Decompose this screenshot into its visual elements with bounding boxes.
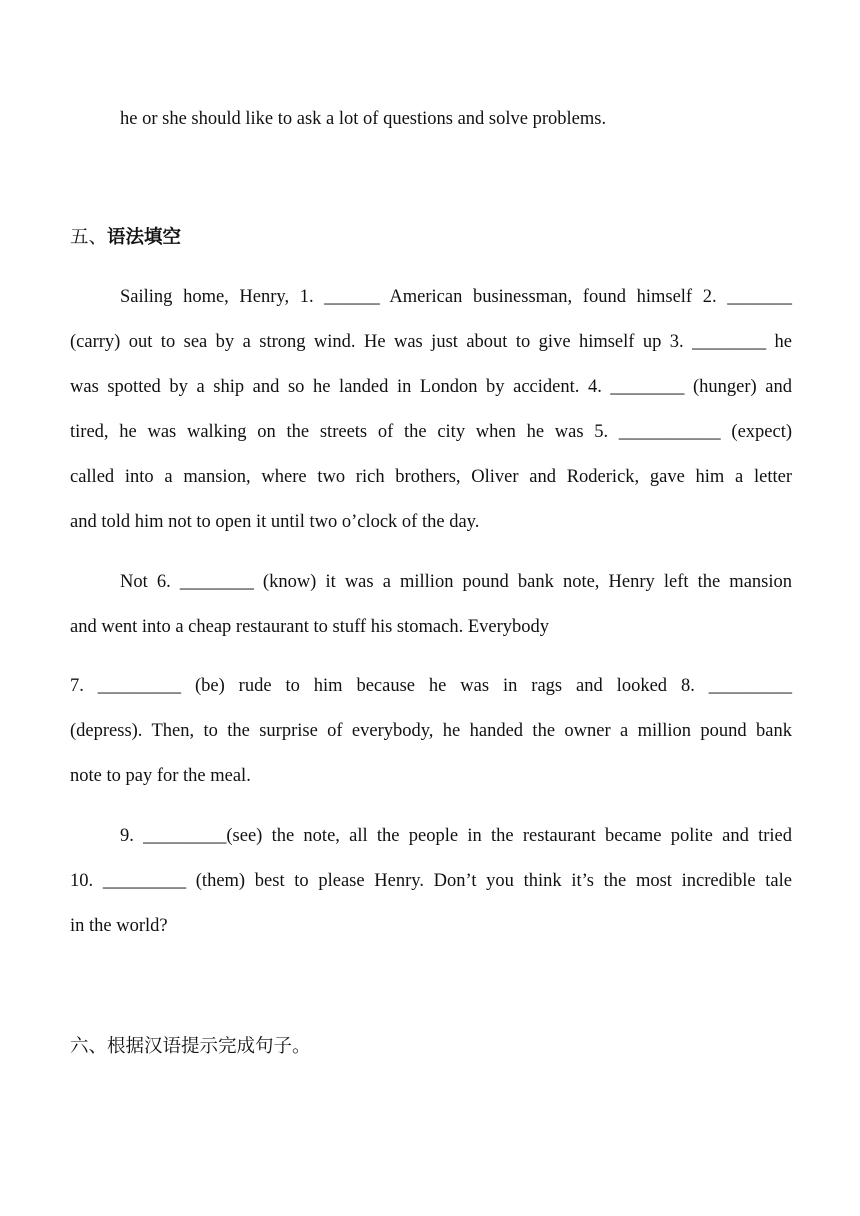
section-six-heading: 六、根据汉语提示完成句子。 (70, 1036, 311, 1057)
paragraph-line: called into a mansion, where two rich brothers, Oliver and Roderick, gave him a letter (70, 467, 792, 487)
paragraph-line: 9. _________(see) the note, all the people in the restaurant became polite and tried (120, 826, 792, 846)
section-five-heading (70, 226, 181, 250)
paragraph-line: Not 6. ________ (know) it was a million pound bank note, Henry left the mansion (120, 572, 792, 592)
paragraph-line: 7. _________ (be) rude to him because he was in rags and looked 8. _________ (70, 676, 792, 696)
section-number: 五、 (70, 227, 108, 248)
paragraph-line: Sailing home, Henry, 1. ______ American businessman, found himself 2. _______ (120, 287, 792, 307)
paragraph-line: note to pay for the meal. (70, 766, 251, 786)
paragraph-line: was spotted by a ship and so he landed in London by accident. 4. ________ (hunger) and (70, 377, 792, 397)
paragraph-line: 10. _________ (them) best to please Henry. Don’t you think it’s the most incredible tale (70, 871, 792, 891)
paragraph-line: and went into a cheap restaurant to stuff his stomach. Everybody (70, 617, 549, 637)
section-title: 语法填空 (107, 227, 182, 248)
paragraph-line: (depress). Then, to the surprise of everybody, he handed the owner a million pound bank (70, 721, 792, 741)
paragraph-line: he or she should like to ask a lot of questions and solve problems. (120, 109, 607, 129)
paragraph-line: (carry) out to sea by a strong wind. He was just about to give himself up 3. ________ he (70, 332, 792, 352)
paragraph-line: in the world? (70, 916, 168, 936)
paragraph-line: and told him not to open it until two o’clock of the day. (70, 512, 480, 532)
paragraph-line: tired, he was walking on the streets of the city when he was 5. ___________ (expect) (70, 422, 792, 442)
